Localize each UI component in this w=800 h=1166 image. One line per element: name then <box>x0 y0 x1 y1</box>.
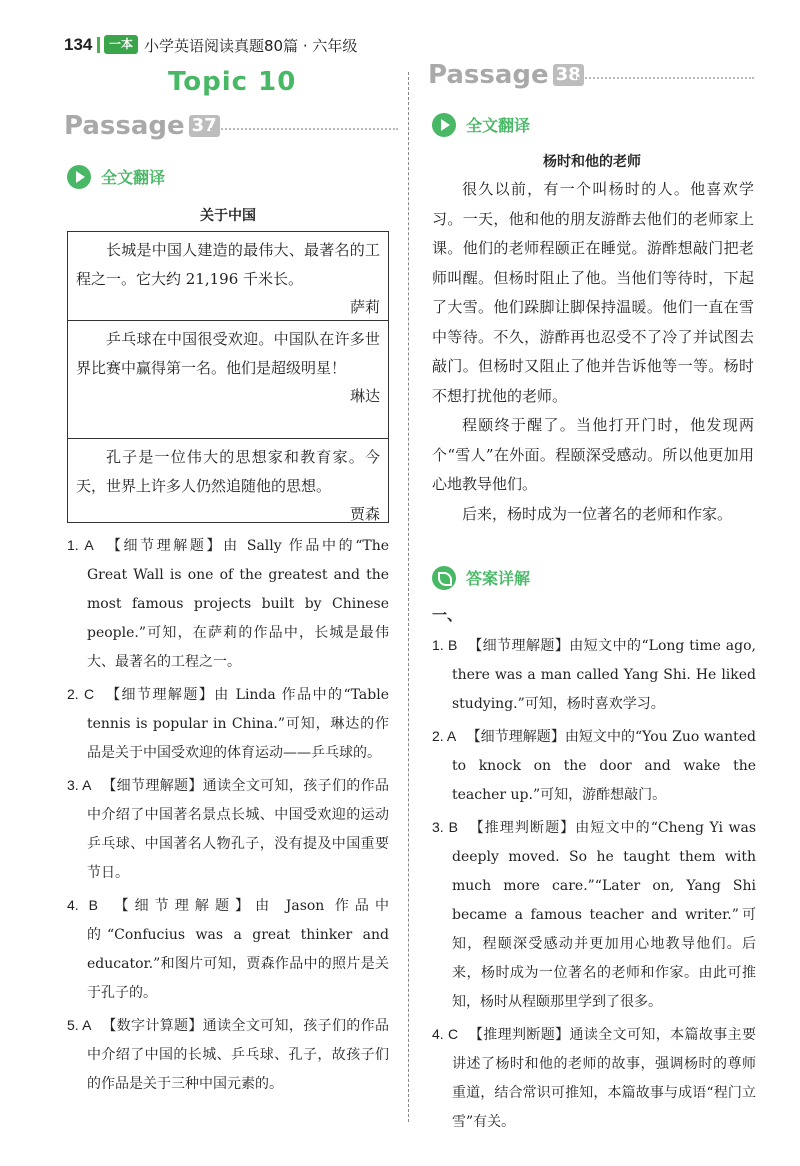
answers-left <box>67 531 389 1099</box>
answer-number: 3. B <box>432 819 459 835</box>
answer-text: 【细节理解题】由短文中的“You Zuo wanted to knock on the door and wake the teacher up.”可知，游酢想敲门。 <box>452 729 757 803</box>
passage-number: 38 <box>553 64 584 86</box>
passage-label: Passage <box>64 111 185 141</box>
answers-heading <box>432 566 530 590</box>
answer-item <box>432 813 756 1017</box>
entry-text: 乒乓球在中国很受欢迎。中国队在许多世界比赛中赢得第一名。他们是超级明星！ <box>76 330 380 377</box>
answer-text: 【细节理解题】由短文中的“Long time ago, there was a man called Yang Shi. He liked studying.”可知，杨时喜欢学习。 <box>452 638 756 712</box>
story-body <box>432 175 754 529</box>
entry-text: 孔子是一位伟大的思想家和教育家。今天，世界上许多人仍然追随他的思想。 <box>76 448 380 495</box>
story-title: 杨时和他的老师 <box>543 154 641 170</box>
translation-heading-text: 全文翻译 <box>101 168 166 187</box>
passage-37-heading <box>64 111 220 141</box>
passage-number: 37 <box>189 115 220 137</box>
translation-heading-text: 全文翻译 <box>466 116 531 135</box>
answer-number: 4. C <box>432 1026 459 1042</box>
passage-label: Passage <box>428 60 549 90</box>
answer-item <box>432 1020 756 1137</box>
answer-number: 5. A <box>67 1017 92 1033</box>
answer-item <box>67 680 389 768</box>
answer-item <box>67 531 389 677</box>
entry-text: 长城是中国人建造的最伟大、最著名的工程之一。它大约 21,196 千米长。 <box>76 241 380 288</box>
story-paragraph: 后来，杨时成为一位著名的老师和作家。 <box>462 504 733 523</box>
translation-heading-left <box>67 165 165 189</box>
answers-heading-text: 答案详解 <box>466 569 531 588</box>
answer-text: 【细节理解题】由 Linda 作品中的“Table tennis is popular in China.”可知，琳达的作品是关于中国受欢迎的体育运动——乒乓球的。 <box>87 687 389 761</box>
page-number: 134 <box>64 35 93 54</box>
leaf-icon <box>432 566 456 590</box>
passage-38-heading <box>428 60 584 90</box>
answer-number: 1. B <box>432 637 458 653</box>
play-icon <box>67 165 91 189</box>
answer-item <box>67 771 389 888</box>
play-icon <box>432 113 456 137</box>
answer-number: 2. C <box>67 686 95 702</box>
brand-logo: 一本 <box>104 35 138 54</box>
answer-number: 4. B <box>67 897 98 913</box>
answer-text: 【细节理解题】由 Jason 作品中的“Confucius was a great thinker and educator.”和图片可知，贾森作品中的照片是关于孔子的。 <box>87 898 390 1001</box>
dotted-rule <box>574 77 754 79</box>
answer-item <box>432 631 756 719</box>
answer-number: 1. A <box>67 537 94 553</box>
entry-jason <box>68 438 388 524</box>
answer-number: 2. A <box>432 728 457 744</box>
story-paragraph: 程颐终于醒了。当他打开门时，他发现两个“雪人”在外面。程颐深受感动。所以他更加用心地教导他们。 <box>432 416 754 493</box>
answer-item <box>67 891 389 1008</box>
story-paragraph: 很久以前，有一个叫杨时的人。他喜欢学习。一天，他和他的朋友游酢去他们的老师家上课。他们的老师程颐正在睡觉。游酢想敲门把老师叫醒。但杨时阻止了他。当他们等待时，下起了大雪。他们跺脚让脚保持温暖。他们一直在雪中等待。不久，游酢再也忍受不了冷了并试图去敲门。但杨时又阻止了他并告诉他等一等。杨时不想打扰他的老师。 <box>432 180 754 405</box>
dotted-rule <box>210 128 398 130</box>
answer-item <box>432 722 756 810</box>
translation-box <box>67 231 389 523</box>
entry-author: 琳达 <box>349 387 380 405</box>
answers-right <box>432 631 756 1137</box>
answer-text: 【推理判断题】通读全文可知，本篇故事主要讲述了杨时和他的老师的故事，强调杨时的尊师重道，结合常识可推知，本篇故事与成语“程门立雪”有关。 <box>452 1027 757 1130</box>
header-divider <box>97 37 100 53</box>
translation-heading-right <box>432 113 530 137</box>
entry-linda <box>68 320 388 438</box>
part-label: 一、 <box>432 606 463 624</box>
answer-text: 【细节理解题】通读全文可知，孩子们的作品中介绍了中国著名景点长城、中国受欢迎的运动乒乓球、中国著名人物孔子，没有提及中国重要节日。 <box>87 778 389 881</box>
answer-text: 【数字计算题】通读全文可知，孩子们的作品中介绍了中国的长城、乒乓球、孔子，故孩子们的作品是关于三种中国元素的。 <box>87 1018 389 1092</box>
entry-sally <box>68 232 388 320</box>
answer-number: 3. A <box>67 777 92 793</box>
topic-title: Topic 10 <box>168 67 297 97</box>
answer-item <box>67 1011 389 1099</box>
entry-author: 萨莉 <box>349 298 380 316</box>
answer-text: 【推理判断题】由短文中的“Cheng Yi was deeply moved. So he taught them with much more care.”“Later on, Yang Shi became a famous teacher and writer.”可知，程颐深受感动并更加用心地教导他们。后来，杨时成为一位著名的老师和作家。由此可推知，杨时从程颐那里学到了很多。 <box>452 820 757 1010</box>
book-title: 小学英语阅读真题80篇 · 六年级 <box>144 37 358 55</box>
entry-author: 贾森 <box>349 505 380 523</box>
column-divider <box>408 72 409 1122</box>
article-title: 关于中国 <box>200 208 256 224</box>
answer-text: 【细节理解题】由 Sally 作品中的“The Great Wall is one of the greatest and the most famous projects built by Chinese people.”可知，在萨莉的作品中，长城是最伟大、最著名的工程之一。 <box>87 538 389 670</box>
